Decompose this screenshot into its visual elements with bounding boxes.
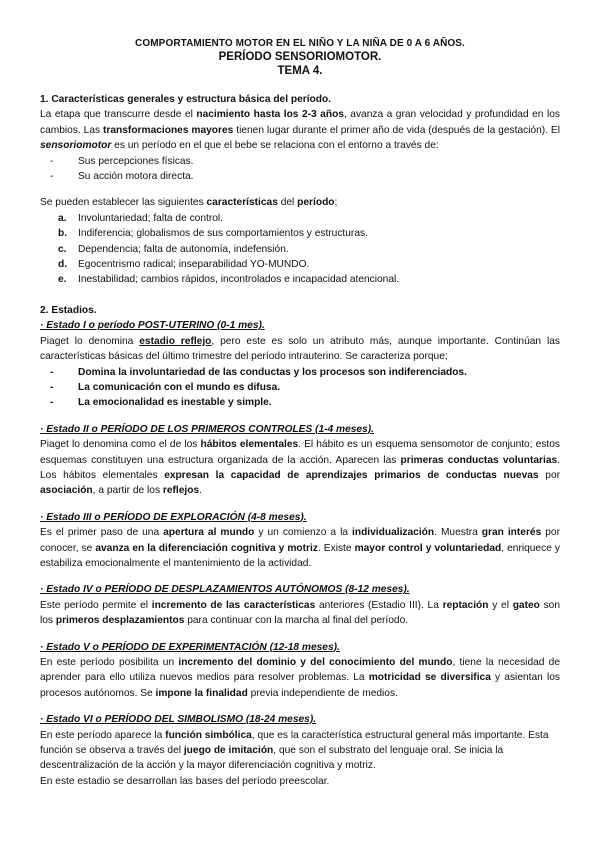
- list-text: Indiferencia; globalismos de sus comportamientos y estructuras.: [78, 228, 368, 240]
- list-marker: e.: [58, 274, 67, 286]
- bold-text: gateo: [512, 599, 540, 611]
- stage-5-title: · Estado V o PERÍODO DE EXPERIMENTACIÓN (12-18 meses).: [40, 641, 340, 653]
- text: . Existe: [317, 542, 355, 554]
- stage-2-title: · Estado II o PERÍODO DE LOS PRIMEROS CONTROLES (1-4 meses).: [40, 423, 374, 435]
- text: , enriquece y estabiliza emocionalmente el mantenimiento de la actividad.: [40, 542, 560, 569]
- list-marker: b.: [58, 228, 68, 240]
- text: .: [199, 485, 202, 497]
- bold-text: hábitos elementales: [200, 439, 299, 451]
- list-marker: a.: [58, 212, 67, 224]
- text: tienen lugar durante el primer año de vida (después de la gestación). El: [233, 124, 560, 136]
- text: son los: [40, 599, 561, 627]
- bold-text: apertura al mundo: [163, 527, 255, 539]
- text: para continuar con la marcha al final del período.: [184, 615, 409, 627]
- text: Piaget lo denomina: [40, 335, 140, 347]
- text: ;: [334, 197, 338, 209]
- list-item: - La comunicación con el mundo es difusa.: [40, 380, 560, 395]
- section-1-dash-list: [40, 154, 560, 185]
- bold-text: características: [206, 197, 278, 209]
- list-item: [40, 211, 560, 226]
- list-item: [40, 272, 560, 287]
- list-item: - Sus percepciones físicas.: [40, 154, 560, 169]
- text: Es el primer paso de una: [40, 527, 164, 539]
- stage-4-title: · Estado IV o PERÍODO DE DESPLAZAMIENTOS AUTÓNOMOS (8-12 meses).: [40, 584, 410, 596]
- stage-3-title: · Estado III o PERÍODO DE EXPLORACIÓN (4-8 meses).: [40, 511, 307, 523]
- bold-text: gran interés: [481, 527, 542, 539]
- text: y el: [488, 599, 513, 611]
- list-item: - La emocionalidad es inestable y simple.: [40, 395, 560, 410]
- section-2: [40, 303, 560, 789]
- text: del: [277, 197, 298, 209]
- text: La etapa que transcurre desde el: [40, 109, 197, 121]
- text: . Los hábitos elementales: [40, 454, 561, 481]
- section-1: [40, 92, 560, 288]
- bold-text: reptación: [442, 599, 489, 611]
- stage-6-closing-line: En este estadio se desarrollan las bases del período preescolar.: [40, 775, 330, 787]
- text: es un período en el que el bebe se relaciona con el entorno a través de:: [111, 140, 439, 152]
- bold-text: incremento del dominio y del conocimiento del mundo: [178, 657, 453, 668]
- bold-text: primeras conductas voluntarias: [400, 454, 558, 466]
- header-topic: TEMA 4.: [277, 65, 323, 77]
- header-subtitle: PERÍODO SENSORIOMOTOR.: [218, 51, 382, 63]
- bold-text: expresan la capacidad de aprendizajes primarios de conductas nuevas: [164, 469, 539, 481]
- list-marker: d.: [58, 259, 68, 271]
- text: , pero este es solo un atributo más, aunque importante. Continúan las características básicas del último trimestre del período intrauterino. Se caracteriza porque;: [40, 335, 560, 363]
- bold-text: primeros desplazamientos: [55, 615, 185, 627]
- bold-italic-text: sensoriomotor: [40, 140, 112, 152]
- text: . Muestra: [434, 527, 482, 539]
- bold-text: asociación: [40, 485, 93, 497]
- stage-2-paragraph: [40, 437, 560, 499]
- list-item: - Domina la involuntariedad de las conductas y los procesos son indiferenciados.: [40, 365, 560, 380]
- text: , avanza a gran velocidad y profundidad en los cambios. Las: [40, 109, 560, 136]
- bold-text: juego de imitación: [183, 745, 274, 757]
- text: por: [538, 469, 561, 481]
- list-text: Involuntariedad; falta de control.: [78, 212, 223, 224]
- bold-text: avanza en la diferenciación cognitiva y motriz: [95, 542, 318, 554]
- bold-text: motricidad se diversifica: [368, 672, 491, 684]
- stage-3-paragraph: [40, 525, 560, 571]
- section-1-characteristics-list: [40, 211, 560, 288]
- bold-text: transformaciones mayores: [103, 124, 234, 136]
- stage-1-paragraph: [40, 334, 560, 365]
- bold-text: período: [297, 197, 335, 209]
- text: En este período aparece la: [40, 729, 166, 741]
- text: Este período permite el: [40, 599, 152, 611]
- list-text: Dependencia; falta de autonomía, indefensión.: [78, 243, 289, 255]
- text: . El hábito es un esquema sensomotor de conjunto; estos esquemas constituyen una estructura organizada de la acción. Aparecen las: [40, 439, 561, 466]
- stage-6-paragraph: [40, 728, 560, 774]
- text: anteriores (Estadio III). La: [315, 599, 443, 611]
- text: , que son el substrato del lenguaje oral. Se inicia la descentralización de la acción y la mayor diferenciación cognitiva y motriz.: [40, 745, 504, 772]
- text: , a partir de los: [92, 485, 163, 497]
- bold-text: función simbólica: [165, 729, 252, 741]
- document-header: [40, 38, 560, 77]
- list-item: - Su acción motora directa.: [40, 169, 560, 184]
- list-item: [40, 226, 560, 241]
- bold-underlined-text: estadio reflejo: [139, 335, 212, 347]
- list-marker: c.: [58, 243, 67, 255]
- document-page: [40, 38, 560, 789]
- bold-text: impone la finalidad: [155, 687, 248, 699]
- text: y un comienzo a la: [254, 527, 353, 539]
- section-1-paragraph-1: [40, 107, 560, 153]
- stage-5-paragraph: [40, 655, 560, 701]
- text: , tiene la necesidad de aprender para ello utiliza nuevos medios para resolver problemas. La: [40, 657, 560, 684]
- list-item: [40, 242, 560, 257]
- bold-text: mayor control y voluntariedad: [354, 542, 502, 554]
- stage-1-title: · Estado I o período POST-UTERINO (0-1 mes).: [40, 320, 265, 332]
- list-text: Inestabilidad; cambios rápidos, incontrolados e incapacidad atencional.: [78, 274, 400, 286]
- section-1-paragraph-2: [40, 195, 560, 210]
- section-1-title: 1. Características generales y estructura básica del período.: [40, 94, 332, 105]
- text: y asientan los procesos autónomos. Se: [40, 672, 560, 699]
- text: En este período posibilita un: [40, 657, 179, 668]
- text: Se pueden establecer las siguientes: [40, 197, 207, 209]
- section-2-title: 2. Estadios.: [40, 304, 97, 316]
- header-title: COMPORTAMIENTO MOTOR EN EL NIÑO Y LA NIÑA DE 0 A 6 AÑOS.: [135, 38, 465, 49]
- bold-text: individualización: [352, 527, 435, 539]
- text: , que es la característica estructural general más importante. Esta función se observa a través del: [40, 729, 549, 757]
- text: Piaget lo denomina como el de los: [40, 439, 201, 451]
- text: previa independiente de medios.: [247, 687, 398, 699]
- bold-text: incremento de las características: [151, 599, 316, 611]
- text: por conocer, se: [40, 527, 560, 554]
- bold-text: nacimiento hasta los 2-3 años: [196, 109, 344, 121]
- stage-4-paragraph: [40, 598, 560, 629]
- stage-6-title: · Estado VI o PERÍODO DEL SIMBOLISMO (18-24 meses).: [40, 714, 317, 726]
- list-item: [40, 257, 560, 272]
- list-text: Egocentrismo radical; inseparabilidad YO-MUNDO.: [78, 259, 310, 271]
- stage-1-list: [40, 365, 560, 411]
- bold-text: reflejos: [162, 485, 200, 497]
